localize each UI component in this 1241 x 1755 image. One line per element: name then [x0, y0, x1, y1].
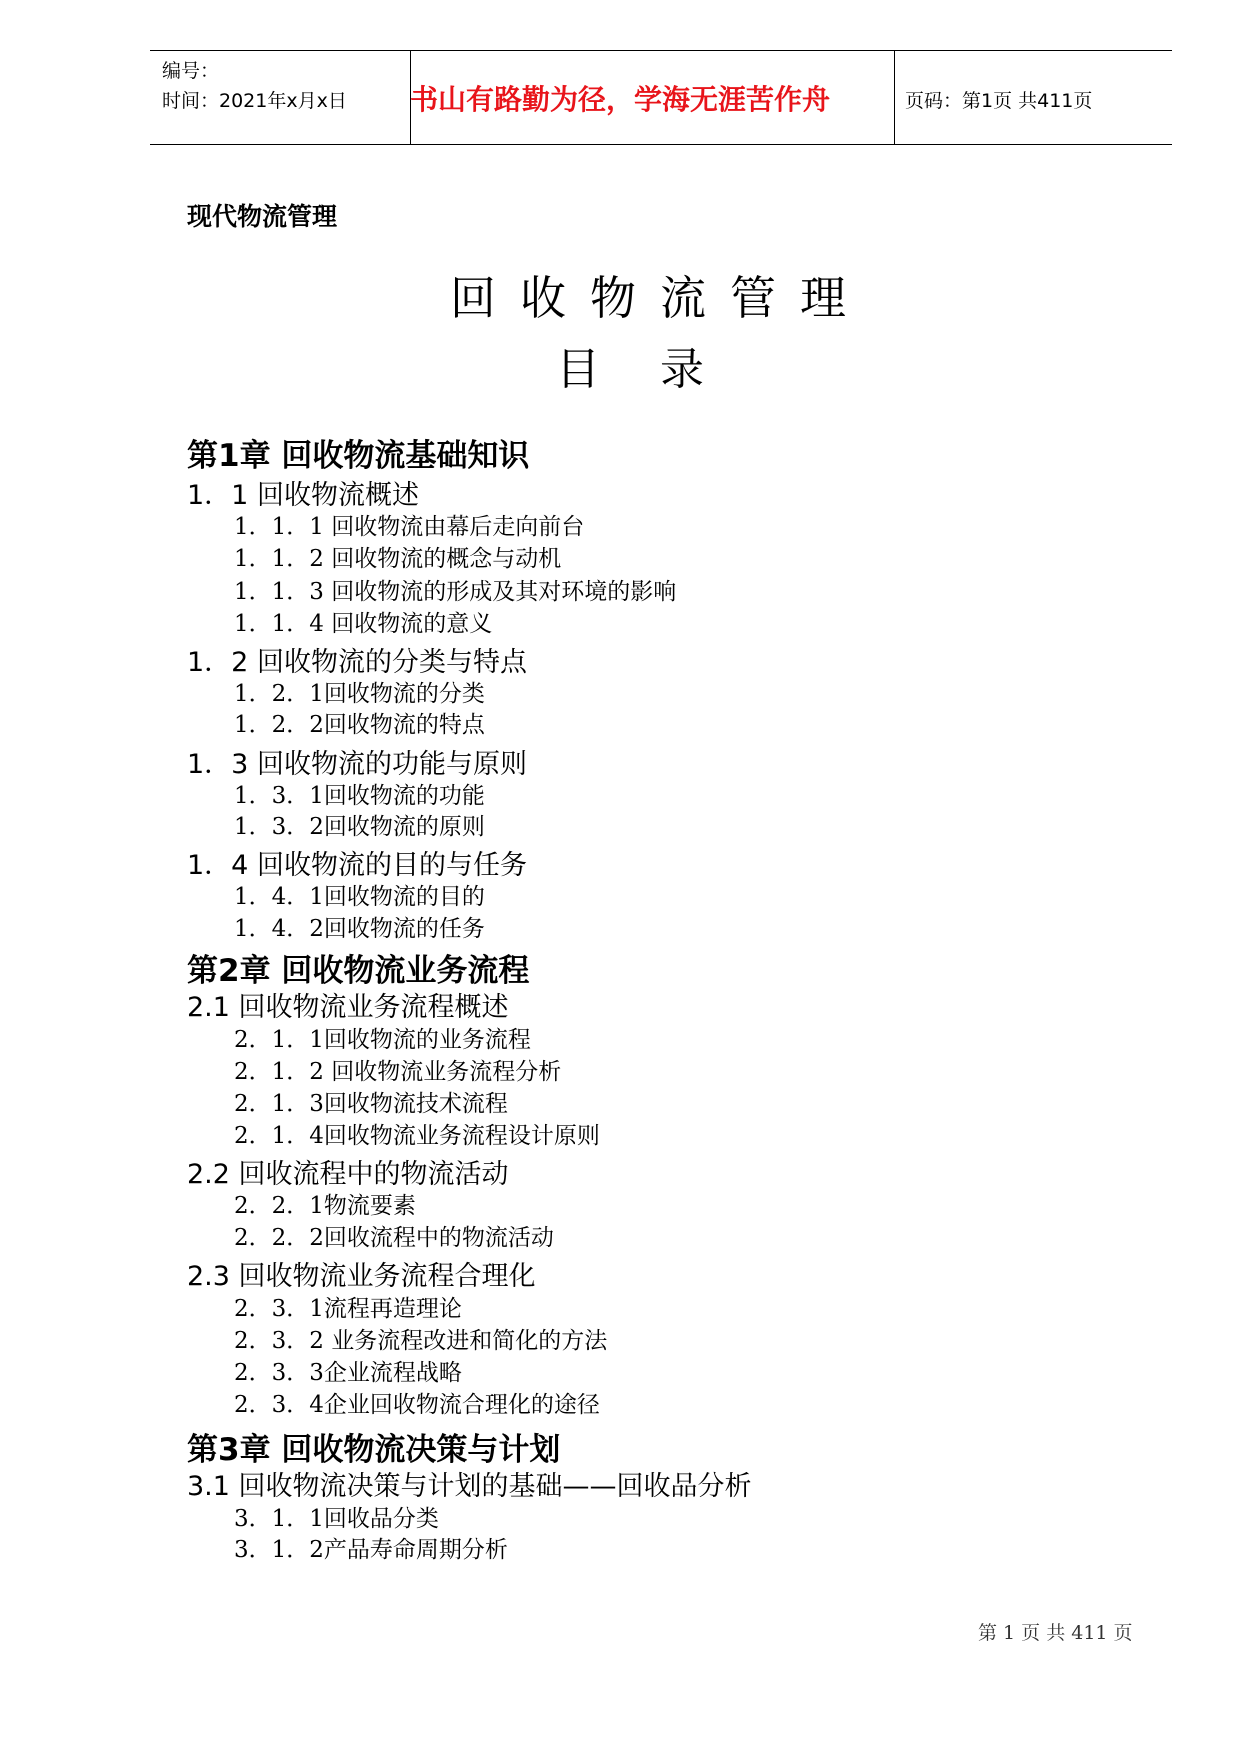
toc-section-entry: 1．4 回收物流的目的与任务 — [187, 850, 527, 881]
toc-sub-entry: 2．3．1流程再造理论 — [234, 1296, 462, 1322]
toc-sub-entry: 1．2．2回收物流的特点 — [234, 712, 485, 738]
toc-sub-entry: 2．2．2回收流程中的物流活动 — [234, 1225, 554, 1251]
document-category: 现代物流管理 — [187, 202, 338, 231]
header-top-rule — [150, 50, 1172, 51]
toc-sub-entry: 3．1．2产品寿命周期分析 — [234, 1537, 508, 1563]
toc-chapter-entry: 第1章 回收物流基础知识 — [187, 438, 530, 474]
header-motto: 书山有路勤为径，学海无涯苦作舟 — [410, 83, 831, 116]
toc-section-entry: 1．3 回收物流的功能与原则 — [187, 749, 527, 780]
toc-sub-entry: 1．4．2回收物流的任务 — [234, 916, 485, 942]
page-footer: 第 1 页 共 411 页 — [978, 1622, 1133, 1644]
toc-section-entry: 1．2 回收物流的分类与特点 — [187, 647, 527, 678]
toc-section-entry: 2.3 回收物流业务流程合理化 — [187, 1261, 536, 1292]
toc-sub-entry: 1．2．1回收物流的分类 — [234, 681, 485, 707]
toc-sub-entry: 2．1．1回收物流的业务流程 — [234, 1027, 531, 1053]
header-bottom-rule — [150, 144, 1172, 145]
toc-sub-entry: 1．1．2 回收物流的概念与动机 — [234, 546, 562, 572]
toc-chapter-entry: 第3章 回收物流决策与计划 — [187, 1432, 561, 1468]
header-meta — [162, 56, 347, 116]
toc-section-entry: 2.1 回收物流业务流程概述 — [187, 992, 509, 1023]
toc-sub-entry: 1．3．1回收物流的功能 — [234, 783, 485, 809]
toc-sub-entry: 2．1．3回收物流技术流程 — [234, 1091, 508, 1117]
toc-section-entry: 1．1 回收物流概述 — [187, 480, 419, 511]
toc-sub-entry: 2．3．4企业回收物流合理化的途径 — [234, 1392, 600, 1418]
toc-sub-entry: 2．1．4回收物流业务流程设计原则 — [234, 1123, 600, 1149]
toc-sub-entry: 2．1．2 回收物流业务流程分析 — [234, 1059, 562, 1085]
toc-sub-entry: 1．1．3 回收物流的形成及其对环境的影响 — [234, 579, 677, 605]
toc-sub-entry: 2．3．3企业流程战略 — [234, 1360, 462, 1386]
toc-chapter-entry: 第2章 回收物流业务流程 — [187, 953, 530, 989]
toc-section-entry: 3.1 回收物流决策与计划的基础——回收品分析 — [187, 1471, 752, 1502]
header-time-label: 时间：2021年x月x日 — [162, 90, 347, 112]
toc-sub-entry: 2．2．1物流要素 — [234, 1193, 416, 1219]
toc-sub-entry: 3．1．1回收品分类 — [234, 1506, 439, 1532]
toc-section-entry: 2.2 回收流程中的物流活动 — [187, 1159, 509, 1190]
header-divider-right — [894, 50, 895, 144]
toc-sub-entry: 2．3．2 业务流程改进和简化的方法 — [234, 1328, 608, 1354]
toc-heading: 目录 — [556, 344, 764, 395]
document-title: 回收物流管理 — [450, 271, 870, 325]
toc-sub-entry: 1．1．1 回收物流由幕后走向前台 — [234, 514, 585, 540]
toc-sub-entry: 1．4．1回收物流的目的 — [234, 884, 485, 910]
header-number-label: 编号： — [162, 60, 220, 82]
toc-sub-entry: 1．3．2回收物流的原则 — [234, 814, 485, 840]
header-page-label: 页码：第1页 共411页 — [905, 90, 1093, 112]
toc-sub-entry: 1．1．4 回收物流的意义 — [234, 611, 493, 637]
